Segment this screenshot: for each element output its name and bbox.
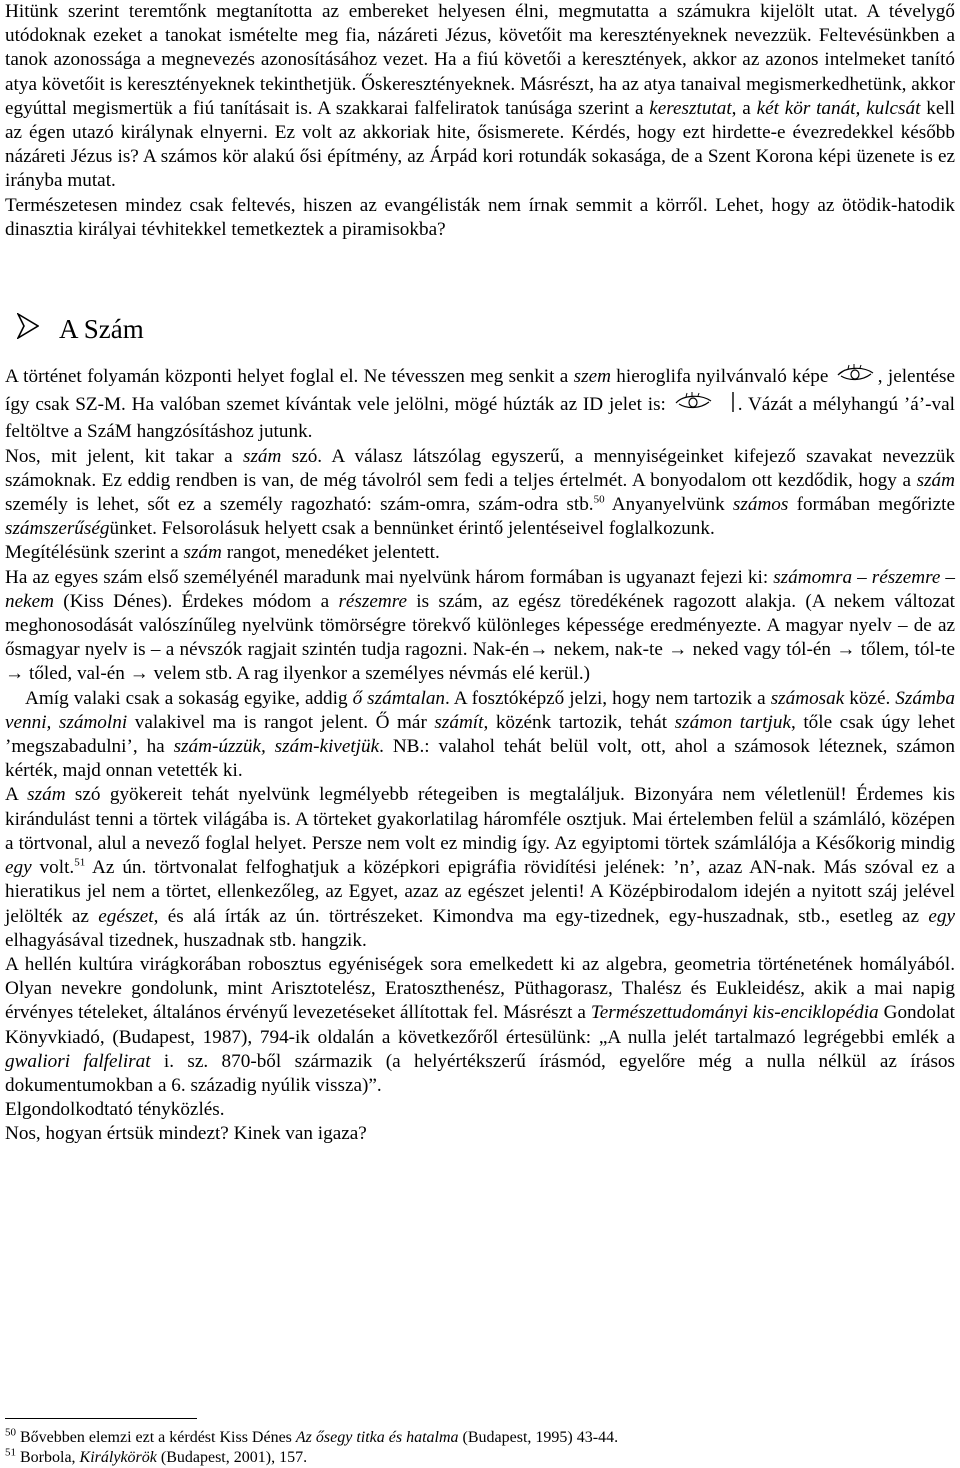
text-run: , és alá írták az ún. törtrészeket. Kimondva ma egy-tizednek, egy-huszadnak, stb., esetleg az — [153, 905, 929, 927]
text-run: Anyanyelvünk — [604, 494, 733, 516]
section-heading — [5, 294, 955, 364]
italic-text: szám — [183, 542, 222, 564]
text-run: Gondolat Könyvkiadó, (Budapest, 1987), 794-ik oldalán a következőről értesülünk: „A nulla jelét tartalmazó legrégebbi emlék a — [5, 1002, 955, 1048]
text-run: valakivel ma is rangot jelent. Ő már — [127, 711, 435, 733]
text-run: , a — [731, 97, 757, 119]
italic-text: két kör tanát, kulcsát — [756, 97, 921, 119]
text-run: is szám, az egész töredékének ragozott alakja. (A nekem változat meghonosodását valószínűleg nyelvünk tömörségre törekvő különleges képessége eredményezte. A magyar nyelv – de az ősmagyar nyelv is – a névszók ragjait szintén tudja ragozni. Nak-én→ nekem, nak-te → neked vagy tól-én → tőlem, tól-te → tőled, val-én → velem stb. A rag ilyenkor a személyes névmás elé kerül.) — [5, 590, 956, 685]
text-run: ünket. Felsorolásuk helyett csak a bennünket érintő jelentéseivel foglalkozunk. — [109, 518, 715, 540]
intro-paragraph-2: Természetesen mindez csak feltevés, hiszen az evangélisták nem írnak semmit a körről. Lehet, hogy az ötödik-hatodik dinasztia királyai tévhitekkel temetkeztek a piramisokba? — [5, 194, 955, 240]
italic-text: szám — [27, 784, 66, 806]
footnote-50 — [5, 1428, 955, 1448]
text-run: A hellén kultúra virágkorában robosztus egyéniségek sora emelkedett ki az algebra, geometria történetének homályából. Olyan nevekre gondolunk, mint Arisztotelész, Eratoszthenész, Püthagorasz, Thalész és Eukleidész, akik a mai napig érvényes tételeket, általános érvényű levezetéseket állítottak fel. Másrészt a — [5, 953, 955, 1024]
body-paragraph-7 — [5, 953, 955, 1098]
italic-text: számosak — [770, 687, 845, 709]
italic-text: számomra – részemre – nekem — [5, 566, 955, 612]
text-run: közé. — [844, 687, 896, 709]
text-run: szó gyökereit tehát nyelvünk legmélyebb rétegeiben is megtaláljuk. Bizonyára nem véletlenül! Érdemes kis kirándulást tenni a törtek világába is. A törteket gyakorlatilag háromféle osztjuk. Mai értelemben felül a számláló, középen a törtvonal, alul a nevező foglal helyet. Persze nem volt ez mindig így. Az egyiptomi törtek számlálója a Későkorig mindig — [5, 784, 955, 854]
text-run: Az ún. törtvonalat felfoghatjuk a középkori epigráfia rövidítési jelének: ’n’, azaz AN-nak. Más szóval ez a hieratikus jel nem a törtet, ellenkezőleg, az Egyet, azaz az egészet jelenti! A Középbirodalom idején a nyitott száj jelével jelölték az — [5, 857, 955, 927]
text-run: i. sz. 870-ből származik (a helyértékszerű írásmód, egyelőre még a nulla nélkül az írásos dokumentumokban a 6. századig nyúlik vissza)”. — [5, 1050, 955, 1096]
body-paragraph-2 — [5, 445, 955, 542]
body-paragraph-8: Elgondolkodtató tényközlés. — [5, 1099, 225, 1121]
text-run: . A fosztóképző jelzi, hogy nem tartozik a — [445, 687, 771, 709]
body-paragraph-3 — [5, 541, 955, 565]
text-run: Nos, mit jelent, kit takar a — [5, 445, 243, 467]
text-run: (Kiss Dénes). Érdekes módom a — [54, 590, 339, 612]
text-run: rangot, menedéket jelentett. — [221, 542, 440, 564]
text-run: A történet folyamán központi helyet foglal el. Ne tévesszen meg senkit a — [5, 366, 574, 388]
footnote-ref: 51 — [5, 1446, 16, 1459]
italic-text: gwaliori falfelirat — [5, 1050, 151, 1072]
body-paragraph-9: Nos, hogyan értsük mindezt? Kinek van igaza? — [5, 1123, 367, 1145]
id-determinative-icon — [730, 391, 736, 420]
text-run: Bővebben elemzi ezt a kérdést Kiss Dénes — [16, 1429, 296, 1446]
italic-text: egy — [5, 857, 32, 879]
italic-text: Természettudományi kis-enciklopédia — [590, 1002, 879, 1024]
italic-text: ő számtalan — [352, 687, 446, 709]
text-run: Borbola, — [16, 1449, 80, 1466]
body-paragraph-5 — [5, 687, 955, 784]
italic-text: Számba venni, számolni — [5, 687, 955, 733]
text-run: volt. — [31, 857, 75, 879]
italic-text: számít — [434, 711, 484, 733]
text-run: . NB.: valahol tehát belül volt, ott, ahol a számosok léteznek, számon kérték, majd onnan vetették ki. — [5, 736, 955, 782]
italic-text: számos — [732, 494, 789, 516]
text-run: hieroglifa nyilvánvaló képe — [610, 366, 834, 388]
section-title: A Szám — [59, 314, 144, 345]
body-paragraph-4 — [5, 566, 955, 687]
italic-text: szem — [573, 366, 611, 388]
text-run: (Budapest, 1995) 43-44. — [458, 1429, 619, 1446]
italic-text: Az ősegy titka és hatalma — [295, 1429, 459, 1446]
italic-text: szám-úzzük, szám-kivetjük — [173, 736, 380, 758]
italic-text: keresztutat — [649, 97, 732, 119]
body-paragraph-6 — [5, 783, 955, 952]
footnotes — [5, 1418, 955, 1468]
body-paragraph-1 — [5, 364, 955, 445]
italic-text: számon tartjuk — [674, 711, 791, 733]
p1-part-b: , jelentése így csak SZ-M. Ha valóban szemet kívántak vele jelölni, mögé húzták az ID jelet is: — [5, 366, 955, 416]
italic-text: szám — [916, 469, 955, 491]
text-run: Hitünk szerint teremtőnk megtanította az embereket helyesen élni, megmutatta a számukra kijelölt utat. A tévelygő utódoknak ezeket a tanokat ismételte meg fia, názáreti Jézus, követőit ma keresztényeknek nevezzük. Feltevésünkben a tanok azonossága a megnevezés azonosításához vezet. Ha a fiú követői a keresztények, akkor az azonos intelmeket tanító atya követőit is keresztényeknek tekinthetjük. Őskeresztényeknek. Másrészt, ha az atya tanaival megismerkedhetünk, akkor egyúttal megismertük a fiú tanításait is. A szakkarai falfeliratok tanúsága szerint a — [5, 1, 955, 119]
italic-text: számszerűség — [5, 518, 110, 540]
text-run: formában megőrizte — [788, 494, 955, 516]
text-run: (Budapest, 2001), 157. — [156, 1449, 308, 1466]
footnote-51 — [5, 1448, 955, 1468]
text-run: személy is lehet, sőt ez a személy ragozható: szám-omra, szám-odra stb. — [5, 494, 594, 516]
text-run: , tőle csak úgy lehet ’megszabadulni’, ha — [5, 711, 955, 758]
p1-part-c: . Vázát a mélyhangú ’á’-val feltöltve a SzáM hangzósításhoz jutunk. — [5, 394, 955, 443]
text-run: A — [5, 784, 28, 806]
footnote-ref: 50 — [593, 493, 605, 506]
intro-paragraph-1 — [5, 0, 955, 194]
eye-hieroglyph-icon-2 — [674, 392, 714, 419]
text-run: szó. A válasz látszólag egyszerű, a mennyiségeinket kifejező szavakat nevezzük számoknak. Ez eddig rendben is van, de még távolról sem fedi a teljes értelmét. A bonyodalom ott kezdődik, hogy a — [5, 445, 955, 491]
italic-text: egy — [928, 905, 955, 927]
text-run: Amíg valaki csak a sokaság egyike, addig — [25, 687, 353, 709]
text-run: Ha az egyes szám első személyénél maradunk mai nyelvünk három formában is ugyanazt fejezi ki: — [5, 566, 774, 588]
italic-text: Királykörök — [79, 1449, 157, 1466]
text-run: Megítélésünk szerint a — [5, 542, 184, 564]
italic-text: szám — [242, 445, 282, 467]
italic-text: egészet — [98, 905, 154, 927]
eye-hieroglyph-icon — [836, 364, 876, 391]
text-run: , közénk tartozik, tehát — [483, 711, 675, 733]
document-page — [5, 0, 955, 1147]
text-run: kell az égen utazó királynak elnyerni. Ez volt az akkoriak hite, ősismerete. Kérdés, hogy ezt hirdette-e évezredekkel később názáreti Jézus is? A számos kör alakú ősi építmény, az Árpád kori rotundák sokasága, de a Szent Korona képi üzenete is ez irányba mutat. — [5, 97, 955, 192]
italic-text: részemre — [338, 590, 407, 612]
footnote-separator — [5, 1418, 197, 1419]
arrow-bullet-icon — [17, 313, 39, 346]
footnote-ref: 51 — [74, 856, 86, 869]
p1-part-a — [5, 366, 834, 387]
footnote-ref: 50 — [5, 1426, 16, 1439]
text-run: elhagyásával tizednek, huszadnak stb. hangzik. — [5, 929, 367, 951]
